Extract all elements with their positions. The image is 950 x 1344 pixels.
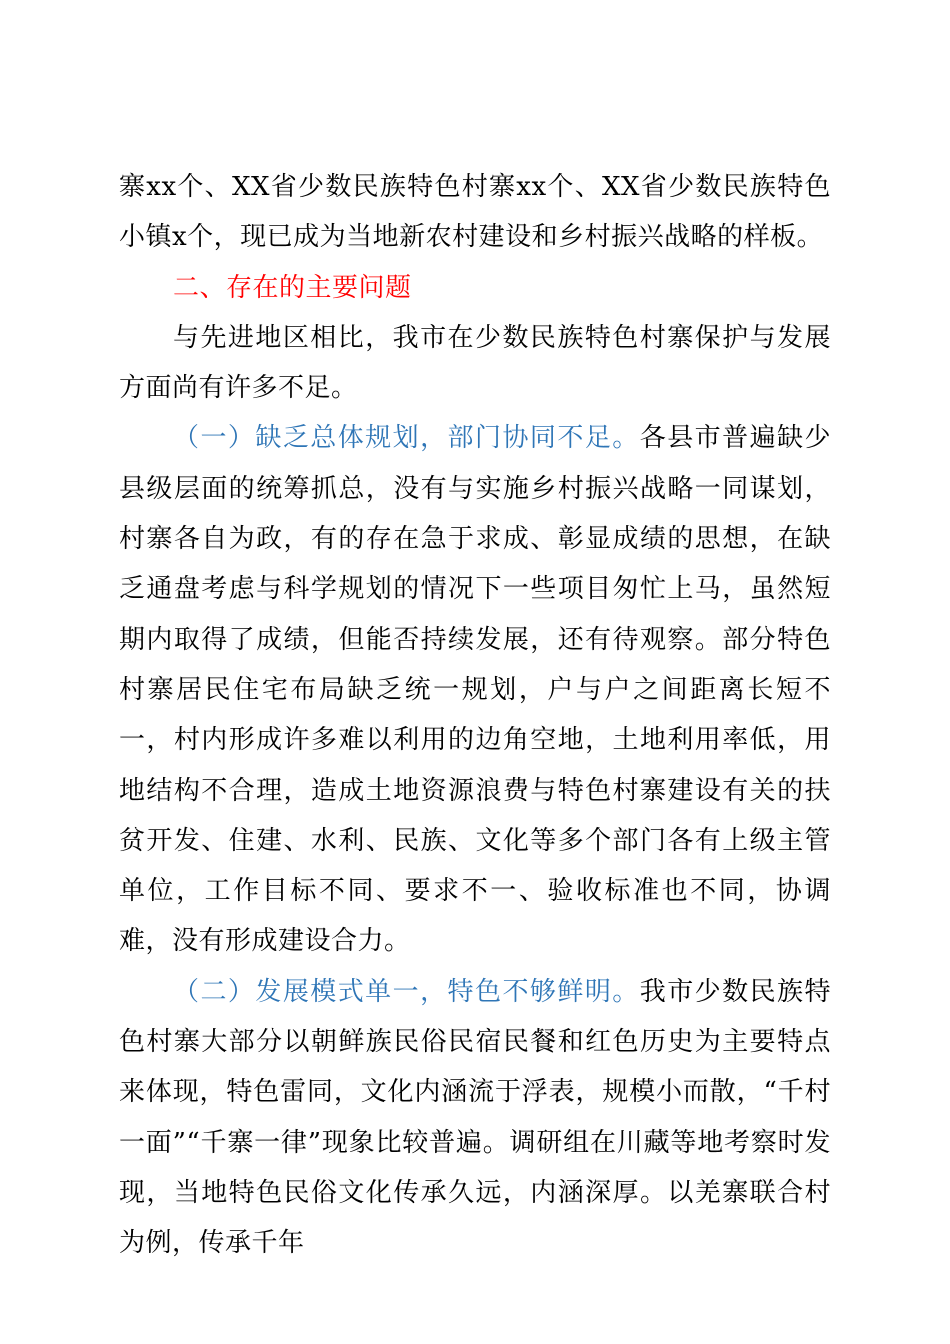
issue-2-paragraph [119,967,831,1269]
paragraph-intro-tail: 寨xx个、XX省少数民族特色村寨xx个、XX省少数民族特色小镇x个，现已成为当地新农村建设和乡村振兴战略的样板。 [119,172,831,253]
issue-2-body: 我市少数民族特色村寨大部分以朝鲜族民俗民宿民餐和红色历史为主要特点来体现，特色雷同，文化内涵流于浮表，规模小而散，“千村一面”“千寨一律”现象比较普遍。调研组在川藏等地考察时发现，当地特色民俗文化传承久远，内涵深厚。以羌寨联合村为例，传承千年 [119,976,831,1259]
issue-1-heading: （一）缺乏总体规划，部门协同不足。 [173,423,640,454]
paragraph-overview: 与先进地区相比，我市在少数民族特色村寨保护与发展方面尚有许多不足。 [119,322,831,404]
issue-1-body: 各县市普遍缺少县级层面的统筹抓总，没有与实施乡村振兴战略一同谋划，村寨各自为政，有的存在急于求成、彰显成绩的思想，在缺乏通盘考虑与科学规划的情况下一些项目匆忙上马，虽然短期内取得了成绩，但能否持续发展，还有待观察。部分特色村寨居民住宅布局缺乏统一规划，户与户之间距离长短不一，村内形成许多难以利用的边角空地，土地利用率低，用地结构不合理，造成土地资源浪费与特色村寨建设有关的扶贫开发、住建、水利、民族、文化等多个部门各有上级主管单位，工作目标不同、要求不一、验收标准也不同，协调难，没有形成建设合力。 [119,423,831,957]
issue-2-heading: （二）发展模式单一，特色不够鲜明。 [173,976,640,1007]
issue-1-paragraph [119,413,831,966]
section-heading: 二、存在的主要问题 [173,272,412,303]
document-body [119,162,831,1269]
